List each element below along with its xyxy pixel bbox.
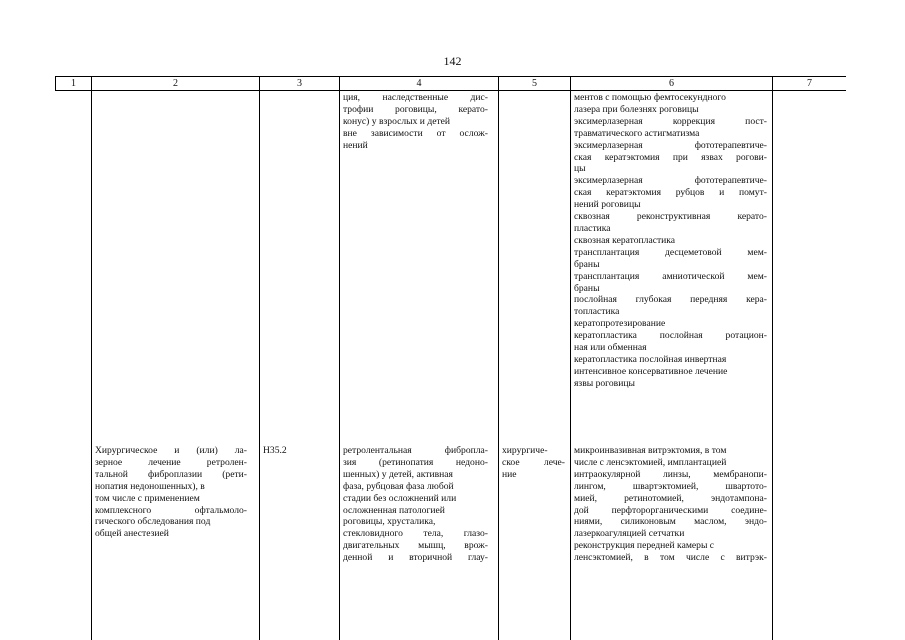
text-line: тальной фиброплазии (рети- bbox=[95, 468, 247, 480]
text-line: ние bbox=[502, 468, 517, 480]
text-line: трансплантация десцеметовой мем- bbox=[574, 246, 767, 258]
text-line: ская кератэктомия при язвах рогови- bbox=[574, 151, 767, 163]
text-line: комплексного офтальмоло- bbox=[95, 504, 247, 516]
text-line: Хирургическое и (или) ла- bbox=[95, 445, 247, 456]
text-line: гического обследования под bbox=[95, 516, 211, 528]
text-line: топластика bbox=[574, 306, 620, 318]
text-line: микроинвазивная витрэктомия, в том bbox=[574, 445, 727, 456]
column-divider bbox=[339, 89, 340, 640]
text-line: денной и вторичной глау- bbox=[343, 552, 488, 564]
text-line: нений роговицы bbox=[574, 199, 641, 211]
text-line: послойная глубокая передняя кера- bbox=[574, 294, 767, 306]
text-line: эксимерлазерная фототерапевтиче- bbox=[574, 175, 767, 187]
text-line: ская кератэктомия рубцов и помут- bbox=[574, 187, 767, 199]
block2-care-type-cell bbox=[95, 445, 247, 540]
column-header-6: 6 bbox=[570, 77, 772, 90]
text-line: трофии роговицы, керато- bbox=[343, 103, 488, 115]
text-line: конус) у взрослых и детей bbox=[343, 115, 451, 127]
text-line: кератопластика послойная ротацион- bbox=[574, 330, 767, 342]
text-line: трансплантация амниотической мем- bbox=[574, 270, 767, 282]
text-line: лингом, швартэктомией, швартото- bbox=[574, 480, 767, 492]
text-line: кератопротезирование bbox=[574, 318, 666, 330]
page-number: 142 bbox=[443, 54, 462, 68]
text-line: нопатия недоношенных), в bbox=[95, 480, 205, 492]
column-divider bbox=[259, 89, 260, 640]
text-line: осложненная патологией bbox=[343, 504, 445, 516]
text-line: мией, ретинотомией, эндотампона- bbox=[574, 492, 767, 504]
column-divider bbox=[91, 89, 92, 640]
column-divider bbox=[570, 89, 571, 640]
block1-treatment-methods-cell bbox=[574, 92, 767, 390]
text-line: ленсэктомией, в том числе с витрэк- bbox=[574, 552, 767, 564]
column-divider bbox=[498, 89, 499, 640]
text-line: браны bbox=[574, 282, 600, 294]
text-line: ция, наследственные дис- bbox=[343, 92, 488, 103]
column-header-1: 1 bbox=[55, 77, 91, 90]
text-line: двигательных мышц, врож- bbox=[343, 540, 488, 552]
text-line: интраокулярной линзы, мембранопи- bbox=[574, 468, 767, 480]
text-line: ское лече- bbox=[502, 456, 565, 468]
text-line: сквозная реконструктивная керато- bbox=[574, 211, 767, 223]
text-line: нений bbox=[343, 139, 368, 151]
text-line: ная или обменная bbox=[574, 342, 647, 354]
text-line: зия (ретинопатия недоно- bbox=[343, 456, 488, 468]
column-header-4: 4 bbox=[339, 77, 498, 90]
block2-treatment-methods-cell bbox=[574, 445, 767, 564]
table-header-row bbox=[55, 76, 846, 91]
block2-diagnosis-cell bbox=[343, 445, 488, 564]
column-header-5: 5 bbox=[498, 77, 570, 90]
text-line: фаза, рубцовая фаза любой bbox=[343, 480, 454, 492]
text-line: стадии без осложнений или bbox=[343, 492, 457, 504]
text-line: лазеркоагуляцией сетчатки bbox=[574, 528, 685, 540]
text-line: роговицы, хрусталика, bbox=[343, 516, 436, 528]
text-line: том числе с применением bbox=[95, 492, 200, 504]
text-line: браны bbox=[574, 258, 600, 270]
text-line: дой перфторорганическими соедине- bbox=[574, 504, 767, 516]
block2-treatment-type-cell bbox=[502, 445, 565, 481]
column-divider bbox=[772, 89, 773, 640]
column-header-3: 3 bbox=[259, 77, 339, 90]
text-line: зерное лечение ретролен- bbox=[95, 456, 247, 468]
text-line: сквозная кератопластика bbox=[574, 234, 676, 246]
text-line: ретролентальная фибропла- bbox=[343, 445, 488, 456]
text-line: ментов с помощью фемтосекундного bbox=[574, 92, 726, 103]
text-line: лазера при болезнях роговицы bbox=[574, 103, 699, 115]
text-line: травматического астигматизма bbox=[574, 127, 700, 139]
text-line: реконструкция передней камеры с bbox=[574, 540, 715, 552]
text-line: ниями, силиконовым маслом, эндо- bbox=[574, 516, 767, 528]
block2-icd-code: H35.2 bbox=[263, 445, 287, 456]
text-line: эксимерлазерная фототерапевтиче- bbox=[574, 139, 767, 151]
text-line: интенсивное консервативное лечение bbox=[574, 365, 728, 377]
text-line: вне зависимости от ослож- bbox=[343, 127, 488, 139]
text-line: пластика bbox=[574, 222, 611, 234]
text-line: шенных) у детей, активная bbox=[343, 468, 453, 480]
text-line: язвы роговицы bbox=[574, 377, 635, 389]
text-line: кератопластика послойная инвертная bbox=[574, 353, 727, 365]
text-line: эксимерлазерная коррекция пост- bbox=[574, 115, 767, 127]
column-header-7: 7 bbox=[772, 77, 846, 90]
text-line: числе с ленсэктомией, имплантацией bbox=[574, 456, 727, 468]
text-line: хирургиче- bbox=[502, 445, 548, 456]
text-line: стекловидного тела, глазо- bbox=[343, 528, 488, 540]
text-line: общей анестезией bbox=[95, 528, 169, 540]
column-header-2: 2 bbox=[91, 77, 259, 90]
block1-diagnosis-cell bbox=[343, 92, 488, 152]
text-line: цы bbox=[574, 163, 586, 175]
